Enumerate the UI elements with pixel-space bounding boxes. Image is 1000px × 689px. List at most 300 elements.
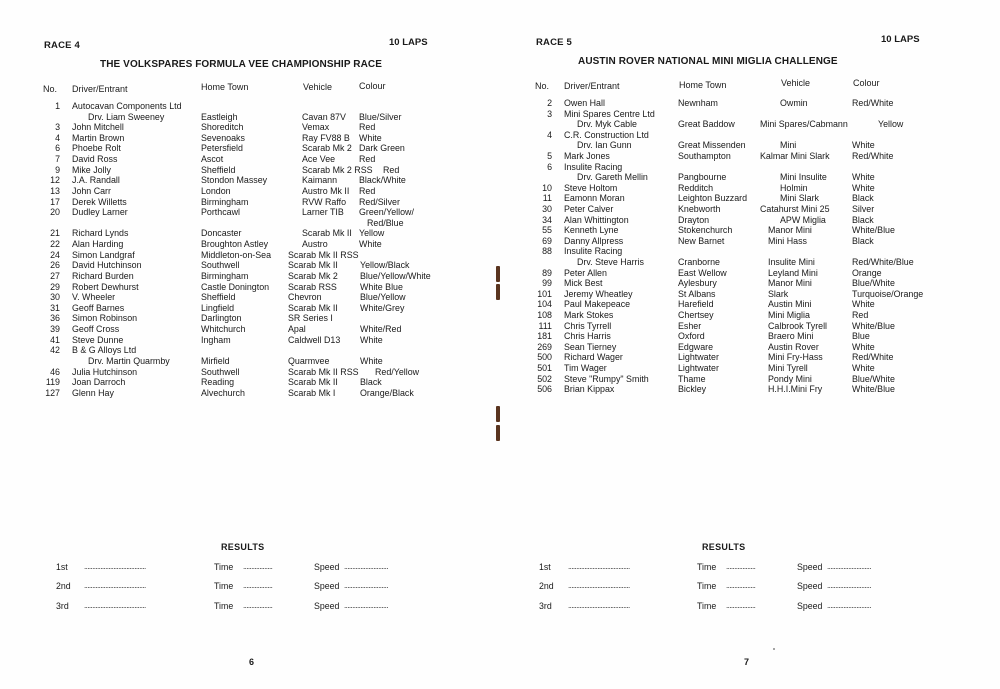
entry-number: 20 [50,207,60,218]
result-speed-field[interactable]: ........................... [827,581,871,591]
page-number: 6 [249,657,255,667]
entry-vehicle: Mini Insulite [780,172,827,183]
entry-home-town: Shoreditch [201,122,244,133]
entry-colour: Yellow [359,228,385,239]
entry-home-town: Sevenoaks [201,132,245,143]
entry-home-town: Porthcawl [201,207,240,218]
entry-row [0,154,495,165]
entry-driver: Insulite Racing [564,246,623,257]
entry-vehicle: Owmin [780,98,808,108]
entry-vehicle: Manor Mini [768,278,812,289]
entry-row [0,388,495,399]
entry-colour: Turquoise/Orange [852,288,924,299]
results-title: RESULTS [702,542,746,552]
entry-number: 5 [547,151,552,161]
entry-home-town: Great Baddow [678,119,735,130]
entry-driver: Alan Harding [72,239,124,250]
entry-row [500,151,1000,162]
entry-driver: Joan Darroch [72,377,126,388]
header-driver: Driver/Entrant [72,84,128,94]
entry-driver: Drv. Steve Harris [577,257,644,267]
entry-driver: Danny Allpress [564,235,624,246]
entry-row [0,292,495,303]
entry-driver: Simon Landgraf [72,249,135,260]
race-label: RACE 5 [536,37,573,48]
race-title: THE VOLKSPARES FORMULA VEE CHAMPIONSHIP RACE [100,59,383,70]
entry-vehicle: Ray FV88 B [302,132,350,143]
entry-home-town: Lingfield [201,302,235,313]
entry-home-town: Lightwater [678,352,719,363]
entry-row [0,324,495,335]
result-name-field[interactable]: ...................................... [568,600,630,610]
entry-colour: Blue/White [852,373,895,384]
entry-number: 501 [537,363,552,373]
entry-driver: Autocavan Components Ltd [72,101,182,111]
entry-row [500,215,1000,226]
entry-number: 88 [542,246,552,257]
entry-colour: Green/Yellow/ [359,207,414,218]
result-time-label: Time [214,562,234,572]
race-title: AUSTIN ROVER NATIONAL MINI MIGLIA CHALLENGE [578,56,838,67]
entry-number: 2 [547,98,552,108]
entry-vehicle: Pondy Mini [768,373,812,384]
entry-vehicle: Calbrook Tyrell [768,320,828,331]
entry-vehicle: Scarab Mk II [288,260,338,271]
entry-number: 24 [50,249,60,260]
entry-home-town: Thame [678,373,706,384]
entry-driver: Steve "Rumpy" Smith [564,373,649,384]
result-name-field[interactable]: ...................................... [568,562,630,571]
result-time-label: Time [697,581,717,592]
entry-row [0,165,495,176]
entry-vehicle: Scarab Mk II RSS [288,249,359,260]
entry-home-town: Middleton-on-Sea [201,249,272,260]
entry-colour: White [359,239,382,250]
entry-colour: Black [360,377,382,388]
entry-colour: Yellow [878,119,904,130]
entry-vehicle: Scarab Mk 2 RSS [302,164,373,175]
entry-row [500,363,1000,374]
entry-vehicle: Ace Vee [302,154,336,165]
entry-row [0,377,495,388]
entry-driver: Mark Jones [564,151,610,161]
result-time-label: Time [697,600,717,611]
entry-driver: Simon Robinson [72,313,138,324]
entry-vehicle: RVW Raffo [302,196,347,207]
result-time-label: Time [697,562,717,572]
result-time-field[interactable]: .................. [243,581,273,591]
entry-driver: Mark Stokes [564,310,614,320]
entry-driver: J.A. Randall [72,175,120,186]
entry-number: 104 [537,299,552,310]
entry-number: 36 [50,313,60,324]
entry-row [0,112,495,123]
result-name-field[interactable]: ...................................... [84,562,146,571]
entry-row [500,130,1000,141]
entry-row [500,299,1000,310]
header-home-town: Home Town [201,82,249,92]
entry-driver: Brian Kippax [564,384,615,395]
entry-home-town: Pangbourne [678,172,727,183]
entry-home-town: Birmingham [201,270,249,281]
result-speed-label: Speed [314,600,340,611]
entry-vehicle: Cavan 87V [302,111,346,122]
entry-vehicle: Slark [768,288,789,299]
entry-colour: Red/Silver [359,196,400,207]
entry-home-town: East Wellow [678,267,727,278]
entry-driver: Eamonn Moran [564,193,625,204]
entry-vehicle: Catahurst Mini 25 [760,204,830,214]
entry-vehicle: Mini Hass [768,235,807,246]
entry-number: 500 [537,352,552,363]
entry-number: 34 [542,214,552,225]
entry-number: 21 [50,228,60,239]
entry-vehicle: Braero Mini [768,331,814,342]
entry-vehicle: Chevron [288,292,322,303]
entry-colour: Blue [852,331,870,342]
entry-row [0,303,495,314]
entry-vehicle: Scarab Mk II [302,228,352,239]
header-driver: Driver/Entrant [564,81,620,91]
staple-icon [496,284,500,300]
result-place: 2nd [539,581,554,592]
entry-colour: Red/Blue [367,217,404,228]
entry-colour: Blue/Silver [359,111,402,122]
result-speed-label: Speed [314,562,340,572]
entry-home-town: Ascot [201,154,224,165]
entry-home-town: Reading [201,377,235,388]
entry-vehicle: H.H.I.Mini Fry [768,384,823,395]
result-time-field[interactable]: .................. [726,562,756,571]
entry-driver: B & G Alloys Ltd [72,345,137,356]
entry-driver: Steve Holtom [564,182,618,193]
entry-driver: Kenneth Lyne [564,225,619,236]
entry-vehicle: Scarab RSS [288,281,337,292]
staple-icon [496,266,500,282]
entry-driver: Drv. Myk Cable [577,119,637,130]
entry-number: 3 [55,122,60,133]
entry-home-town: Newnham [678,98,718,108]
entry-driver: Chris Harris [564,331,611,342]
entry-vehicle: Kaimann [302,175,338,186]
entry-row [500,225,1000,236]
entry-home-town: Ingham [201,334,231,345]
laps-count: 10 LAPS [389,37,428,48]
entry-driver: Chris Tyrrell [564,320,612,331]
entry-row [0,186,495,197]
entry-row [0,313,495,324]
entry-vehicle: Mini Tyrell [768,363,808,373]
entry-colour: Red [359,154,376,165]
result-time-field[interactable]: .................. [243,562,273,571]
entry-number: 101 [537,288,552,299]
entry-row [0,133,495,144]
entry-vehicle: Vemax [302,122,330,133]
entry-row [500,236,1000,247]
entry-number: 502 [537,373,552,384]
result-speed-field[interactable]: ........................... [344,562,388,571]
result-speed-field[interactable]: ........................... [827,562,871,571]
entry-number: 181 [537,331,552,342]
entry-home-town: Chertsey [678,310,714,320]
entry-number: 269 [537,341,552,352]
entry-colour: Orange [852,267,882,278]
entry-driver: Richard Burden [72,270,134,281]
entry-driver: Richard Lynds [72,228,129,239]
entry-driver: Mike Jolly [72,164,111,175]
entry-vehicle: Scarab Mk II RSS [288,366,359,377]
entry-vehicle: Scarab Mk 2 [302,143,352,154]
entry-number: 29 [50,281,60,292]
entry-driver: David Hutchinson [72,260,142,271]
entry-number: 27 [50,270,60,281]
header-home-town: Home Town [679,80,727,90]
entry-colour: Red/Yellow [375,366,420,377]
entry-vehicle: Mini Slark [780,193,819,204]
entry-home-town: Knebworth [678,204,721,214]
entry-home-town: Mirfield [201,355,230,366]
entry-driver: Alan Whittington [564,214,629,225]
result-place: 1st [539,562,551,572]
result-time-field[interactable]: .................. [726,581,756,591]
entry-row [0,175,495,186]
entry-colour: White/Blue [852,384,895,395]
entry-number: 99 [542,278,552,289]
entry-home-town: Darlington [201,313,242,324]
entry-driver: Dudley Larner [72,207,128,218]
entry-driver: Richard Wager [564,352,623,363]
entry-driver: Drv. Ian Gunn [577,140,632,151]
entry-number: 22 [50,239,60,250]
entry-number: 17 [50,196,60,207]
result-time-field[interactable]: .................. [243,600,273,610]
entry-row [0,282,495,293]
entry-home-town: Southampton [678,151,731,161]
entry-driver: Robert Dewhurst [72,281,139,292]
entry-driver: Derek Willetts [72,196,127,207]
entry-number: 7 [55,154,60,165]
entry-driver: Paul Makepeace [564,299,631,310]
entry-number: 41 [50,334,60,345]
programme-page-right [500,0,1000,689]
entry-driver: Martin Brown [72,132,125,143]
entry-driver: Geoff Cross [72,324,120,335]
entry-colour: Blue/Yellow/White [360,270,431,281]
entry-row [0,260,495,271]
entry-colour: Red [359,122,376,133]
entry-number: 9 [55,164,60,175]
entry-vehicle: Austin Rover [768,341,819,352]
entry-driver: John Carr [72,185,111,196]
entry-colour: White/Blue [852,225,895,236]
entry-colour: White/Blue [852,320,895,331]
entry-vehicle: Larner TIB [302,207,344,218]
entry-row [0,239,495,250]
entry-driver: Jeremy Wheatley [564,288,633,299]
entry-row [500,140,1000,151]
entry-colour: White [852,140,875,151]
entry-colour: Red/White/Blue [852,257,914,267]
entry-row [0,250,495,261]
staple-icon [496,406,500,422]
entry-driver: C.R. Construction Ltd [564,129,649,140]
entry-number: 42 [50,345,60,356]
entry-colour: Black [852,235,874,246]
entry-colour: White [360,334,383,345]
entry-home-town: Leighton Buzzard [678,193,748,204]
entry-number: 10 [542,182,552,193]
entry-row [500,172,1000,183]
entry-number: 12 [50,175,60,186]
entry-home-town: Sheffield [201,292,236,303]
entry-number: 13 [50,185,60,196]
entry-row [500,98,1000,109]
entry-number: 506 [537,384,552,395]
entry-colour: White [359,132,382,143]
entry-row [0,271,495,282]
entry-home-town: Birmingham [201,196,249,207]
entry-row [0,122,495,133]
entry-row [0,101,495,112]
entry-driver: Mini Spares Centre Ltd [564,108,655,119]
entry-colour: Orange/Black [360,387,414,398]
entry-row [500,183,1000,194]
result-place: 3rd [56,600,69,611]
entry-vehicle: Mini Spares/Cabmann [760,119,848,130]
result-speed-label: Speed [314,581,340,592]
entry-row [500,342,1000,353]
entry-driver: V. Wheeler [72,292,116,303]
entry-vehicle: Leyland Mini [768,267,818,278]
entry-colour: White [852,299,875,310]
header-colour: Colour [853,78,880,88]
entry-row [500,204,1000,215]
entry-colour: Silver [852,204,875,214]
header-colour: Colour [359,81,386,91]
entry-colour: Dark Green [359,143,405,154]
entry-row [500,246,1000,257]
entry-number: 6 [55,143,60,154]
page-number: 7 [744,657,750,667]
entry-number: 69 [542,235,552,246]
entry-vehicle: Kalmar Mini Slark [760,151,830,161]
result-speed-field[interactable]: ........................... [344,600,388,610]
result-name-field[interactable]: ...................................... [568,581,630,591]
entry-colour: Yellow/Black [360,260,410,271]
entry-colour: White [852,363,875,373]
entry-number: 4 [547,129,552,140]
entry-home-town: Edgware [678,341,714,352]
entry-home-town: New Barnet [678,235,725,246]
entry-vehicle: Holmin [780,182,808,193]
entry-colour: Red/White [852,151,894,161]
entry-driver: Drv. Gareth Mellin [577,172,648,183]
entry-driver: Geoff Barnes [72,302,125,313]
entry-home-town: Sheffield [201,164,236,175]
entry-vehicle: SR Series I [288,313,333,324]
entry-vehicle: Insulite Mini [768,257,815,267]
results-title: RESULTS [221,542,265,552]
entry-row [500,289,1000,300]
entry-home-town: Drayton [678,214,710,225]
entry-colour: White [852,172,875,183]
entry-row [500,321,1000,332]
entry-row [500,193,1000,204]
header-no: No. [535,81,550,91]
entry-home-town: Oxford [678,331,705,342]
entry-home-town: Redditch [678,182,714,193]
entry-number: 1 [55,101,60,111]
entry-number: 55 [542,225,552,236]
result-speed-field[interactable]: ........................... [827,600,871,610]
entry-vehicle: Mini Miglia [768,310,810,320]
entry-row [500,257,1000,268]
entry-vehicle: Scarab Mk 2 [288,270,338,281]
entry-vehicle: Scarab Mk II [288,302,338,313]
entry-vehicle: Scarab Mk I [288,387,336,398]
entry-number: 89 [542,267,552,278]
entry-colour: Black/White [359,175,406,186]
entry-home-town: Cranborne [678,257,720,267]
entry-colour: Red [359,185,376,196]
entry-vehicle: Mini [780,140,797,151]
entry-home-town: London [201,185,231,196]
result-name-field[interactable]: ...................................... [84,600,146,610]
entry-home-town: Stokenchurch [678,225,733,236]
entry-vehicle: Austin Mini [768,299,812,310]
entry-number: 119 [45,377,60,388]
entry-home-town: Castle Donington [201,281,270,292]
entry-row [0,207,495,218]
entry-number: 30 [50,292,60,303]
entry-row [500,384,1000,395]
entry-number: 26 [50,260,60,271]
entry-driver: Insulite Racing [564,161,623,172]
entry-colour: White Blue [360,281,403,292]
entry-colour: White [852,341,875,352]
result-time-field[interactable]: .................. [726,600,756,610]
entry-row [0,335,495,346]
entry-row [0,345,495,356]
entry-driver: Mick Best [564,278,603,289]
entry-row [500,109,1000,120]
entry-colour: Black [852,214,874,225]
entry-row [0,218,495,229]
laps-count: 10 LAPS [881,34,920,45]
entry-driver: Julia Hutchinson [72,366,138,377]
entry-home-town: Petersfield [201,143,243,154]
entry-number: 11 [542,193,552,204]
entry-row [0,367,495,378]
entry-colour: Red/White [852,98,894,108]
entry-driver: Drv. Martin Quarmby [88,355,170,366]
entry-number: 30 [542,204,552,214]
entry-number: 31 [50,302,60,313]
entry-row [500,310,1000,321]
entry-colour: Blue/Yellow [360,292,406,303]
result-name-field[interactable]: ...................................... [84,581,146,591]
entry-home-town: Lightwater [678,363,719,373]
entry-row [500,268,1000,279]
entry-driver: David Ross [72,154,118,165]
race-label: RACE 4 [44,40,81,51]
staple-icon [496,425,500,441]
entry-number: 3 [547,108,552,119]
entry-row [0,197,495,208]
entry-row [500,374,1000,385]
entry-row [0,143,495,154]
result-speed-field[interactable]: ........................... [344,581,388,591]
